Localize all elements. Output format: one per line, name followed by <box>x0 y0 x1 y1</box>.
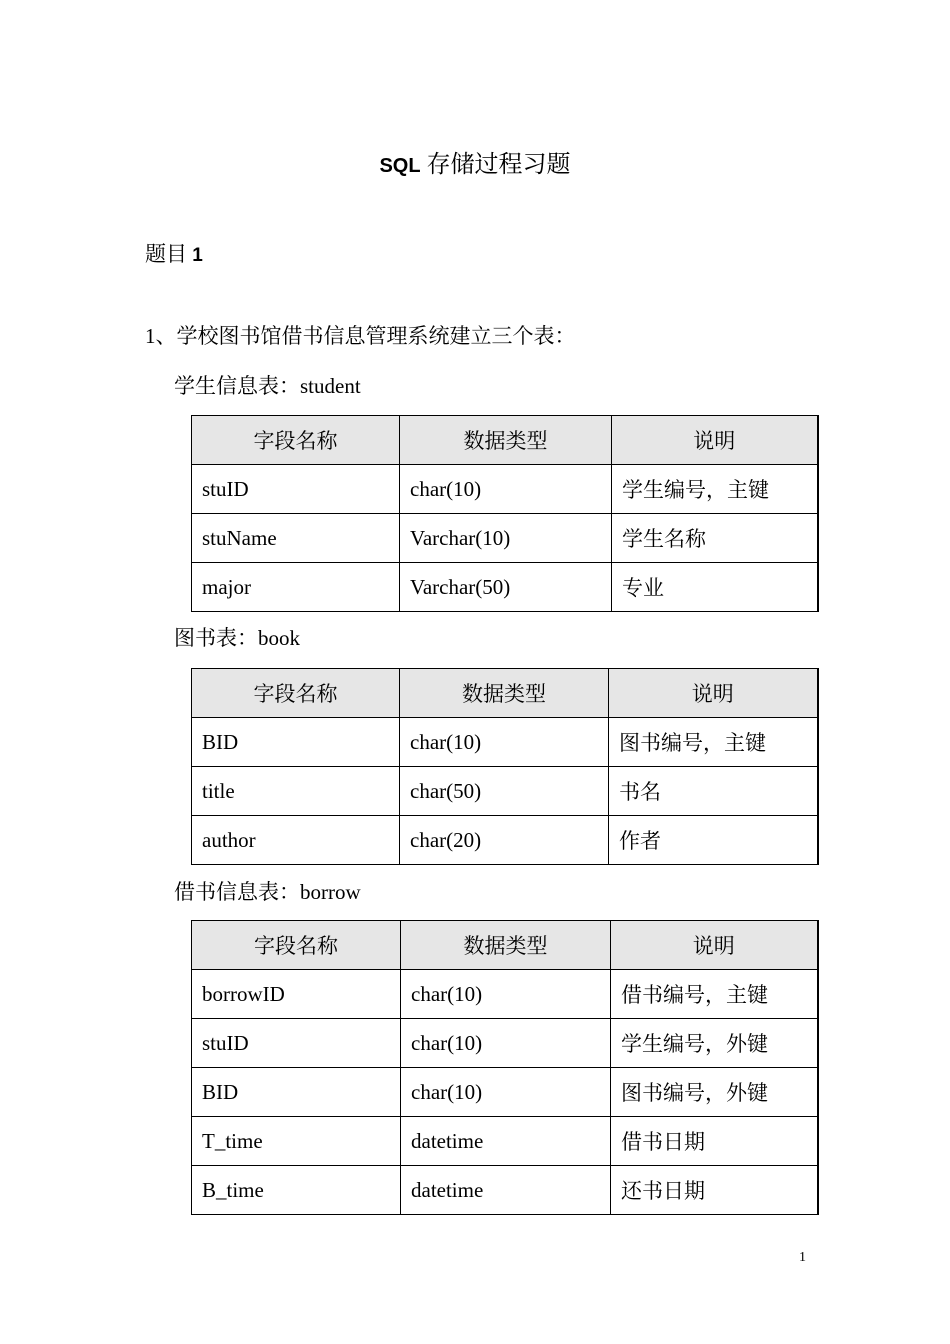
table-row <box>192 465 818 514</box>
cell-field: stuName <box>192 514 400 563</box>
cell-field: borrowID <box>192 970 401 1019</box>
table-caption-borrow: 借书信息表：borrow <box>174 880 361 904</box>
table-row <box>192 767 818 816</box>
title-text: 存储过程习题 <box>426 152 571 178</box>
cell-type: char(20) <box>400 816 609 865</box>
section-heading <box>145 238 203 272</box>
table-header-row <box>192 921 818 970</box>
cell-desc: 还书日期 <box>611 1166 818 1215</box>
cell-desc: 借书日期 <box>611 1117 818 1166</box>
table-header-row <box>192 416 818 465</box>
intro-paragraph: 1、学校图书馆借书信息管理系统建立三个表： <box>145 324 576 348</box>
header-data-type: 数据类型 <box>400 669 609 718</box>
cell-field: T_time <box>192 1117 401 1166</box>
cell-field: major <box>192 563 400 612</box>
cell-field: author <box>192 816 400 865</box>
table-row <box>192 514 818 563</box>
cell-desc: 借书编号，主键 <box>611 970 818 1019</box>
cell-field: BID <box>192 718 400 767</box>
page-title <box>0 148 950 183</box>
cell-type: Varchar(10) <box>400 514 612 563</box>
header-description: 说明 <box>611 921 818 970</box>
table-row <box>192 1019 818 1068</box>
cell-desc: 书名 <box>609 767 818 816</box>
cell-type: char(10) <box>400 718 609 767</box>
table-student <box>191 415 819 612</box>
section-label: 题目 <box>145 242 187 266</box>
header-field-name: 字段名称 <box>192 669 400 718</box>
cell-type: char(10) <box>401 970 611 1019</box>
table-row <box>192 970 818 1019</box>
cell-desc: 学生名称 <box>612 514 818 563</box>
cell-type: char(50) <box>400 767 609 816</box>
page-number: 1 <box>799 1250 806 1265</box>
header-data-type: 数据类型 <box>400 416 612 465</box>
table-row <box>192 1117 818 1166</box>
header-data-type: 数据类型 <box>401 921 611 970</box>
header-field-name: 字段名称 <box>192 921 401 970</box>
cell-type: datetime <box>401 1117 611 1166</box>
table-caption-book: 图书表：book <box>174 626 300 650</box>
cell-field: B_time <box>192 1166 401 1215</box>
section-number: 1 <box>192 245 203 266</box>
cell-desc: 学生编号，主键 <box>612 465 818 514</box>
cell-desc: 作者 <box>609 816 818 865</box>
header-description: 说明 <box>612 416 818 465</box>
cell-field: BID <box>192 1068 401 1117</box>
table-row <box>192 1166 818 1215</box>
cell-field: stuID <box>192 465 400 514</box>
table-row <box>192 816 818 865</box>
cell-type: Varchar(50) <box>400 563 612 612</box>
cell-field: title <box>192 767 400 816</box>
cell-desc: 图书编号，外键 <box>611 1068 818 1117</box>
cell-type: char(10) <box>401 1019 611 1068</box>
title-prefix: SQL <box>379 155 421 177</box>
table-header-row <box>192 669 818 718</box>
cell-field: stuID <box>192 1019 401 1068</box>
table-caption-student: 学生信息表：student <box>174 374 361 398</box>
table-row <box>192 1068 818 1117</box>
table-book <box>191 668 819 865</box>
cell-desc: 图书编号，主键 <box>609 718 818 767</box>
table-borrow <box>191 920 819 1215</box>
header-description: 说明 <box>609 669 818 718</box>
cell-type: datetime <box>401 1166 611 1215</box>
cell-desc: 学生编号，外键 <box>611 1019 818 1068</box>
header-field-name: 字段名称 <box>192 416 400 465</box>
table-row <box>192 563 818 612</box>
cell-type: char(10) <box>400 465 612 514</box>
cell-type: char(10) <box>401 1068 611 1117</box>
cell-desc: 专业 <box>612 563 818 612</box>
table-row <box>192 718 818 767</box>
